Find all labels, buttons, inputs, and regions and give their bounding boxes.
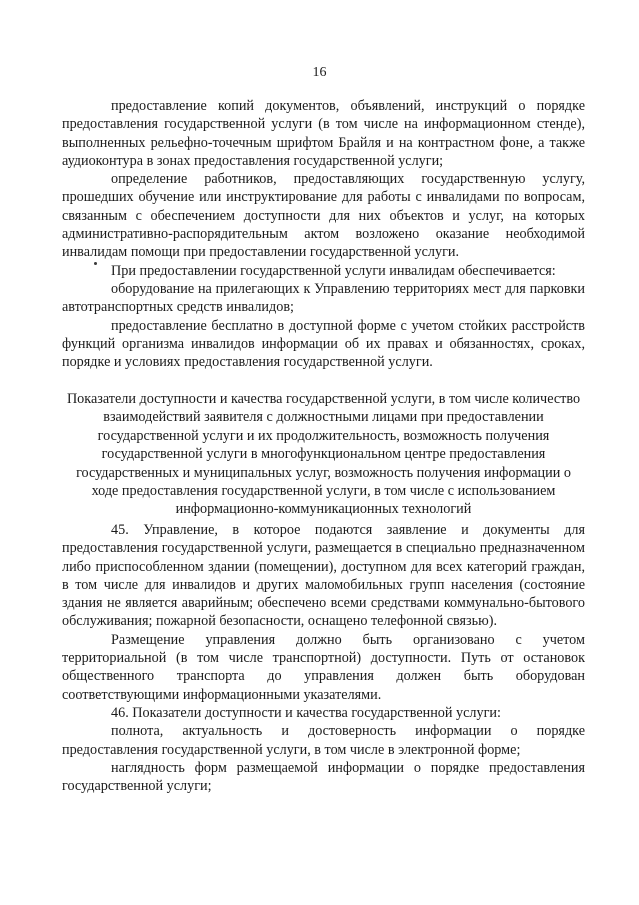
paragraph: полнота, актуальность и достоверность информации о порядке предоставления государственной услуги, в том числе в электронной форме; (62, 723, 585, 758)
page-number: 16 (312, 65, 327, 80)
text-section-top (62, 97, 585, 371)
text-section-bottom (62, 521, 585, 795)
paragraph: предоставление бесплатно в доступной форме с учетом стойких расстройств функций организма инвалидов информации об их правах и обязанностях, сроках, порядке и условиях предоставления государственной услуги. (62, 317, 585, 371)
paragraph: При предоставлении государственной услуги инвалидам обеспечивается: (111, 262, 556, 279)
paragraph: определение работников, предоставляющих государственную услугу, прошедших обучение или инструктирование для работы с инвалидами по вопросам, связанным с обеспечением доступности для них объектов и услуг, на которых административно-распорядительным актом возложено оказание необходимой инвалидам помощи при предоставлении государственной услуги. (62, 171, 585, 261)
scan-speck (94, 262, 97, 265)
paragraph: 45. Управление, в которое подаются заявление и документы для предоставления государственной услуги, размещается в специально предназначенном либо приспособленном здании (помещении), доступном для всех категорий граждан, в том числе для инвалидов и других маломобильных групп населения (состояние здания не является аварийным; обеспечено всеми средствами коммунально-бытового обслуживания; пожарной безопасности, оснащено телефонной связью). (62, 522, 585, 630)
paragraph: наглядность форм размещаемой информации о порядке предоставления государственной услуги; (62, 759, 585, 795)
paragraph: оборудование на прилегающих к Управлению территориях мест для парковки автотранспортных средств инвалидов; (62, 280, 585, 316)
paragraph: предоставление копий документов, объявлений, инструкций о порядке предоставления государственной услуги (в том числе на информационном стенде), выполненных рельефно-точечным шрифтом Брайля и на контрастном фоне, а также аудиоконтура в зонах предоставления государственной услуги; (62, 98, 585, 169)
paragraph: Размещение управления должно быть организовано с учетом территориальной (в том числе транспортной) доступности. Путь от остановок общественного транспорта до управления должен быть оборудован соответствующими информационными указателями. (62, 631, 585, 703)
paragraph: 46. Показатели доступности и качества государственной услуги: (111, 704, 501, 721)
section-heading: Показатели доступности и качества государственной услуги, в том числе количество взаимодействий заявителя с должностными лицами при предоставлении государственной услуги и их продолжительность, возможность получения государственной услуги в многофункциональном центре предоставления государственных и муниципальных услуг, возможность получения информации о ходе предоставления государственной услуги, в том числе с использованием информационно-коммуникационных технологий (66, 391, 581, 518)
